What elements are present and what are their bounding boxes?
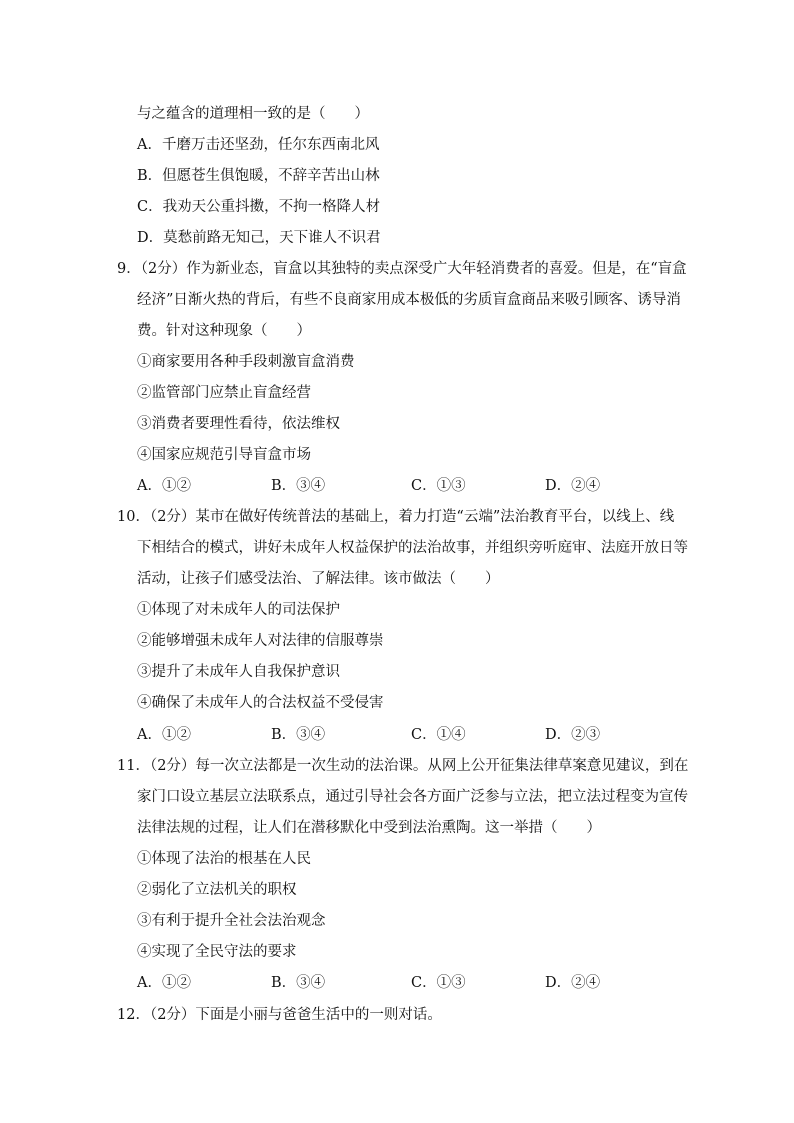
q8-stem-tail: 与之蕴含的道理相一致的是（ ） [137, 106, 369, 122]
q11-item-1: ①体现了法治的根基在人民 [137, 851, 311, 867]
q11-choice-c: C．①③ [411, 975, 466, 991]
q9-stem-line-1: 9．（2分）作为新业态，盲盒以其独特的卖点深受广大年轻消费者的喜爱。但是，在“盲盒 [117, 261, 687, 277]
q8-option-c: C．我劝天公重抖擞，不拘一格降人材 [137, 199, 381, 215]
q9-item-3: ③消费者要理性看待，依法维权 [137, 416, 340, 432]
q11-stem-line-3: 法律法规的过程，让人们在潜移默化中受到法治熏陶。这一举措（ ） [137, 820, 601, 836]
q11-choice-d: D．②④ [545, 975, 601, 991]
q9-item-2: ②监管部门应禁止盲盒经营 [137, 385, 311, 401]
q9-choice-c: C．①③ [411, 478, 466, 494]
q8-option-a: A．千磨万击还坚劲，任尔东西南北风 [137, 137, 380, 153]
q10-item-4: ④确保了未成年人的合法权益不受侵害 [137, 695, 384, 711]
q11-choice-b: B．③④ [271, 975, 326, 991]
q9-stem-line-2: 经济”日渐火热的背后，有些不良商家用成本极低的劣质盲盒商品来吸引顾客、诱导消 [137, 292, 681, 308]
q10-choice-d: D．②③ [545, 727, 601, 743]
q10-stem-line-2: 下相结合的模式，讲好未成年人权益保护的法治故事，并组织旁听庭审、法庭开放日等 [137, 540, 688, 556]
q11-item-3: ③有利于提升全社会法治观念 [137, 913, 326, 929]
q10-stem-line-1: 10．（2分）某市在做好传统普法的基础上，着力打造“云端”法治教育平台，以线上、线 [117, 509, 675, 525]
q10-choice-c: C．①④ [411, 727, 466, 743]
q8-option-b: B．但愿苍生俱饱暖，不辞辛苦出山林 [137, 168, 380, 184]
q11-item-4: ④实现了全民守法的要求 [137, 944, 297, 960]
q10-choice-b: B．③④ [271, 727, 326, 743]
q9-item-4: ④国家应规范引导盲盒市场 [137, 447, 311, 463]
q11-stem-line-2: 家门口设立基层立法联系点，通过引导社会各方面广泛参与立法，把立法过程变为宣传 [137, 789, 688, 805]
q9-stem-line-3: 费。针对这种现象（ ） [137, 323, 311, 339]
q11-item-2: ②弱化了立法机关的职权 [137, 882, 297, 898]
q9-choice-a: A．①② [137, 478, 191, 494]
q10-stem-line-3: 活动，让孩子们感受法治、了解法律。该市做法（ ） [137, 571, 500, 587]
q12-stem-line-1: 12．（2分）下面是小丽与爸爸生活中的一则对话。 [117, 1007, 442, 1023]
q10-choice-a: A．①② [137, 727, 191, 743]
q11-stem-line-1: 11．（2分）每一次立法都是一次生动的法治课。从网上公开征集法律草案意见建议，到在 [117, 758, 689, 774]
q8-option-d: D．莫愁前路无知己，天下谁人不识君 [137, 230, 381, 246]
q9-choice-b: B．③④ [271, 478, 326, 494]
q11-choice-a: A．①② [137, 975, 191, 991]
q10-item-2: ②能够增强未成年人对法律的信服尊崇 [137, 633, 384, 649]
q9-choice-d: D．②④ [545, 478, 601, 494]
q9-item-1: ①商家要用各种手段刺激盲盒消费 [137, 354, 355, 370]
q10-item-1: ①体现了对未成年人的司法保护 [137, 602, 340, 618]
q10-item-3: ③提升了未成年人自我保护意识 [137, 664, 340, 680]
